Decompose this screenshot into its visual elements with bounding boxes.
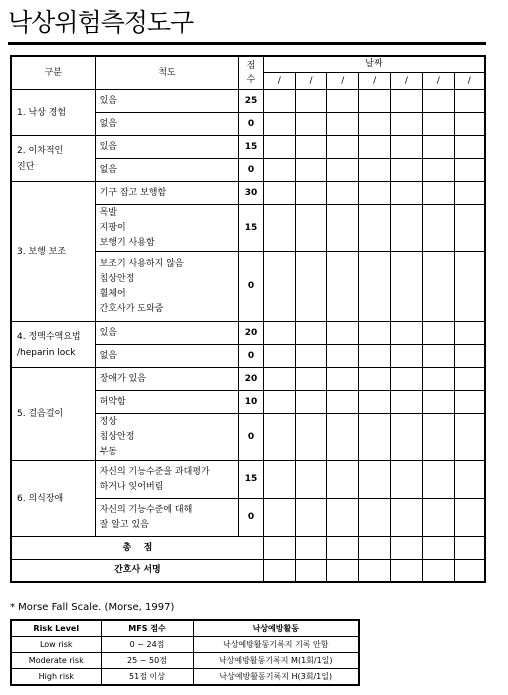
date-slash-cell[interactable]: / [422,73,454,90]
scale-row [11,90,485,113]
score-date-cell-4[interactable] [359,182,391,205]
scale-cell [95,368,239,391]
score-date-cell-2[interactable] [295,499,327,537]
category-cell [11,136,95,182]
score-date-cell-3[interactable] [327,182,359,205]
score-date-cell-4[interactable] [359,159,391,182]
score-date-cell-7[interactable] [454,414,485,461]
score-date-cell-3[interactable] [327,252,359,322]
score-date-cell-1[interactable] [263,205,295,252]
score-date-cell-3[interactable] [327,345,359,368]
score-date-cell-5[interactable] [391,136,423,159]
scale-cell [95,461,239,499]
score-date-cell-6[interactable] [422,461,454,499]
score-date-cell-5[interactable] [391,90,423,113]
score-date-cell-7[interactable] [454,499,485,537]
score-date-cell-4[interactable] [359,90,391,113]
score-date-cell-4[interactable] [359,461,391,499]
score-date-cell-6[interactable] [422,182,454,205]
signature-date-cell-3[interactable] [327,560,359,582]
scale-label: 정상 [99,416,117,427]
score-date-cell-5[interactable] [391,159,423,182]
score-date-cell-5[interactable] [391,205,423,252]
score-date-cell-4[interactable] [359,113,391,136]
score-date-cell-5[interactable] [391,322,423,345]
scale-label: 없음 [99,118,117,129]
score-date-cell-6[interactable] [422,368,454,391]
scale-label: 보조기 사용하지 않음 [99,258,184,269]
score-value: 0 [239,499,264,537]
score-date-cell-1[interactable] [263,113,295,136]
score-date-cell-7[interactable] [454,391,485,414]
score-date-cell-6[interactable] [422,136,454,159]
scale-label: 휠체어 [99,288,126,299]
risk-cell: 25 ~ 50점 [101,653,193,669]
signature-date-cell-2[interactable] [295,560,327,582]
date-slash-cell[interactable]: / [454,73,485,90]
category-label: 2. 이차적인 [17,145,64,156]
scale-label: 기구 잡고 보행함 [99,187,167,198]
score-date-cell-7[interactable] [454,136,485,159]
score-value: 20 [239,322,264,345]
score-date-cell-3[interactable] [327,322,359,345]
score-value: 0 [239,345,264,368]
score-date-cell-4[interactable] [359,252,391,322]
risk-cell: 0 ~ 24점 [101,637,193,653]
category-label: 5. 걸음걸이 [17,409,64,419]
scale-cell [95,136,239,159]
score-value: 25 [239,90,264,113]
score-date-cell-4[interactable] [359,205,391,252]
risk-level-table [10,619,360,686]
score-date-cell-3[interactable] [327,499,359,537]
score-date-cell-2[interactable] [295,136,327,159]
header-scale: 척도 [95,56,239,90]
score-date-cell-5[interactable] [391,499,423,537]
date-slash-cell[interactable]: / [327,73,359,90]
score-date-cell-4[interactable] [359,391,391,414]
scale-cell [95,159,239,182]
score-date-cell-3[interactable] [327,113,359,136]
score-value: 15 [239,136,264,159]
score-date-cell-1[interactable] [263,461,295,499]
scale-label: 자신의 기능수준을 과대평가 [99,466,210,477]
category-label: 3. 보행 보조 [17,246,67,257]
scale-label: 있음 [99,141,117,152]
score-date-cell-7[interactable] [454,182,485,205]
score-value: 15 [239,205,264,252]
risk-cell: 낙상예방활동기록지 기록 안함 [193,637,359,653]
score-date-cell-2[interactable] [295,391,327,414]
score-date-cell-5[interactable] [391,252,423,322]
total-date-cell-6[interactable] [422,537,454,560]
total-row [11,537,485,560]
risk-cell: Low risk [11,637,101,653]
score-date-cell-1[interactable] [263,414,295,461]
score-date-cell-2[interactable] [295,90,327,113]
score-date-cell-3[interactable] [327,461,359,499]
score-date-cell-5[interactable] [391,345,423,368]
signature-date-cell-4[interactable] [359,560,391,582]
score-date-cell-7[interactable] [454,368,485,391]
score-date-cell-2[interactable] [295,113,327,136]
score-date-cell-6[interactable] [422,414,454,461]
score-date-cell-7[interactable] [454,159,485,182]
score-date-cell-6[interactable] [422,252,454,322]
score-date-cell-2[interactable] [295,368,327,391]
score-value: 0 [239,252,264,322]
scale-label: 침상안정 [99,273,135,284]
score-date-cell-3[interactable] [327,90,359,113]
score-date-cell-7[interactable] [454,252,485,322]
score-date-cell-4[interactable] [359,499,391,537]
date-slash-cell[interactable]: / [391,73,423,90]
signature-date-cell-7[interactable] [454,560,485,582]
score-value: 30 [239,182,264,205]
score-date-cell-3[interactable] [327,414,359,461]
risk-cell: Moderate risk [11,653,101,669]
score-date-cell-1[interactable] [263,322,295,345]
score-value: 0 [239,113,264,136]
scale-label: 자신의 기능수준에 대해 [99,504,193,515]
score-date-cell-1[interactable] [263,182,295,205]
signature-label: 간호사 서명 [11,560,263,582]
source-note: * Morse Fall Scale. (Morse, 1997) [10,602,175,613]
score-date-cell-7[interactable] [454,345,485,368]
scale-cell [95,499,239,537]
date-slash-cell[interactable]: / [295,73,327,90]
score-date-cell-5[interactable] [391,113,423,136]
score-date-cell-1[interactable] [263,345,295,368]
score-date-cell-5[interactable] [391,182,423,205]
signature-date-cell-6[interactable] [422,560,454,582]
score-date-cell-1[interactable] [263,159,295,182]
score-date-cell-7[interactable] [454,113,485,136]
score-date-cell-2[interactable] [295,205,327,252]
category-cell [11,182,95,322]
risk-header-cell: 낙상예방활동 [193,620,359,637]
score-date-cell-6[interactable] [422,205,454,252]
score-date-cell-5[interactable] [391,461,423,499]
total-date-cell-5[interactable] [391,537,423,560]
scale-row [11,322,485,345]
score-date-cell-1[interactable] [263,252,295,322]
score-date-cell-6[interactable] [422,159,454,182]
score-date-cell-6[interactable] [422,391,454,414]
scale-row [11,136,485,159]
score-date-cell-6[interactable] [422,113,454,136]
scale-cell [95,113,239,136]
scale-label: 있음 [99,95,117,106]
category-label: 1. 낙상 경험 [17,107,67,118]
fall-risk-table [10,55,486,583]
category-label: 진단 [17,161,35,172]
score-date-cell-7[interactable] [454,461,485,499]
scale-label: 간호사가 도와줌 [99,303,164,314]
scale-label: 장애가 있음 [99,373,146,384]
score-date-cell-5[interactable] [391,368,423,391]
signature-date-cell-5[interactable] [391,560,423,582]
scale-cell [95,90,239,113]
score-date-cell-2[interactable] [295,182,327,205]
risk-cell: 51점 이상 [101,669,193,686]
score-date-cell-1[interactable] [263,391,295,414]
score-value: 20 [239,368,264,391]
date-slash-cell[interactable]: / [359,73,391,90]
score-date-cell-7[interactable] [454,322,485,345]
scale-cell [95,252,239,322]
title-underline [8,42,486,45]
header-score: 점수 [239,56,264,90]
page-title: 낙상위험측정도구 [8,8,194,37]
score-date-cell-7[interactable] [454,90,485,113]
scale-cell [95,345,239,368]
risk-cell: 낙상예방활동기록지 M(1회/1일) [193,653,359,669]
signature-date-cell-1[interactable] [263,560,295,582]
score-date-cell-5[interactable] [391,414,423,461]
scale-label: 침상안정 [99,431,135,442]
risk-row [11,669,359,686]
total-label: 총 점 [11,537,263,560]
scale-label: 목발 [99,207,117,218]
score-date-cell-1[interactable] [263,368,295,391]
category-label: 6. 의식장애 [17,493,64,504]
risk-row [11,653,359,669]
score-date-cell-3[interactable] [327,136,359,159]
score-date-cell-4[interactable] [359,368,391,391]
score-date-cell-4[interactable] [359,322,391,345]
total-date-cell-4[interactable] [359,537,391,560]
score-date-cell-4[interactable] [359,414,391,461]
score-date-cell-3[interactable] [327,391,359,414]
score-date-cell-6[interactable] [422,499,454,537]
total-date-cell-7[interactable] [454,537,485,560]
risk-row [11,637,359,653]
scale-cell [95,205,239,252]
score-date-cell-6[interactable] [422,345,454,368]
score-date-cell-1[interactable] [263,499,295,537]
scale-label: 잘 알고 있음 [99,519,149,530]
scale-row [11,461,485,499]
score-date-cell-7[interactable] [454,205,485,252]
header-row [11,56,485,73]
scale-label: 보행기 사용함 [99,237,155,248]
score-date-cell-2[interactable] [295,252,327,322]
header-category: 구분 [11,56,95,90]
score-date-cell-3[interactable] [327,368,359,391]
score-date-cell-1[interactable] [263,90,295,113]
scale-cell [95,391,239,414]
score-date-cell-5[interactable] [391,391,423,414]
score-date-cell-4[interactable] [359,345,391,368]
scale-cell [95,182,239,205]
risk-header-cell: MFS 점수 [101,620,193,637]
category-label: 4. 정맥수액요법 [17,331,81,342]
risk-header-row [11,620,359,637]
score-date-cell-6[interactable] [422,90,454,113]
score-date-cell-2[interactable] [295,414,327,461]
score-value: 15 [239,461,264,499]
date-slash-cell[interactable]: / [263,73,295,90]
scale-label: 있음 [99,327,117,338]
total-date-cell-2[interactable] [295,537,327,560]
category-cell [11,461,95,537]
score-date-cell-1[interactable] [263,136,295,159]
scale-label: 부동 [99,446,117,457]
risk-cell: High risk [11,669,101,686]
header-date: 날짜 [263,56,485,73]
risk-cell: 낙상예방활동기록지 H(3회/1일) [193,669,359,686]
scale-cell [95,414,239,461]
category-label: /heparin lock [17,347,76,358]
score-value: 0 [239,159,264,182]
total-date-cell-3[interactable] [327,537,359,560]
category-cell [11,90,95,136]
score-date-cell-4[interactable] [359,136,391,159]
score-date-cell-6[interactable] [422,322,454,345]
score-value: 10 [239,391,264,414]
score-value: 0 [239,414,264,461]
scale-label: 지팡이 [99,222,126,233]
scale-label: 없음 [99,350,117,361]
score-date-cell-2[interactable] [295,461,327,499]
scale-label: 허약함 [99,396,126,407]
scale-cell [95,322,239,345]
signature-row [11,560,485,582]
total-date-cell-1[interactable] [263,537,295,560]
score-date-cell-2[interactable] [295,345,327,368]
scale-row [11,368,485,391]
score-date-cell-2[interactable] [295,159,327,182]
risk-header-cell: Risk Level [11,620,101,637]
category-cell [11,322,95,368]
score-date-cell-3[interactable] [327,159,359,182]
score-date-cell-3[interactable] [327,205,359,252]
scale-label: 없음 [99,164,117,175]
category-cell [11,368,95,461]
score-date-cell-2[interactable] [295,322,327,345]
scale-label: 하거나 잊어버림 [99,481,164,492]
scale-row [11,182,485,205]
